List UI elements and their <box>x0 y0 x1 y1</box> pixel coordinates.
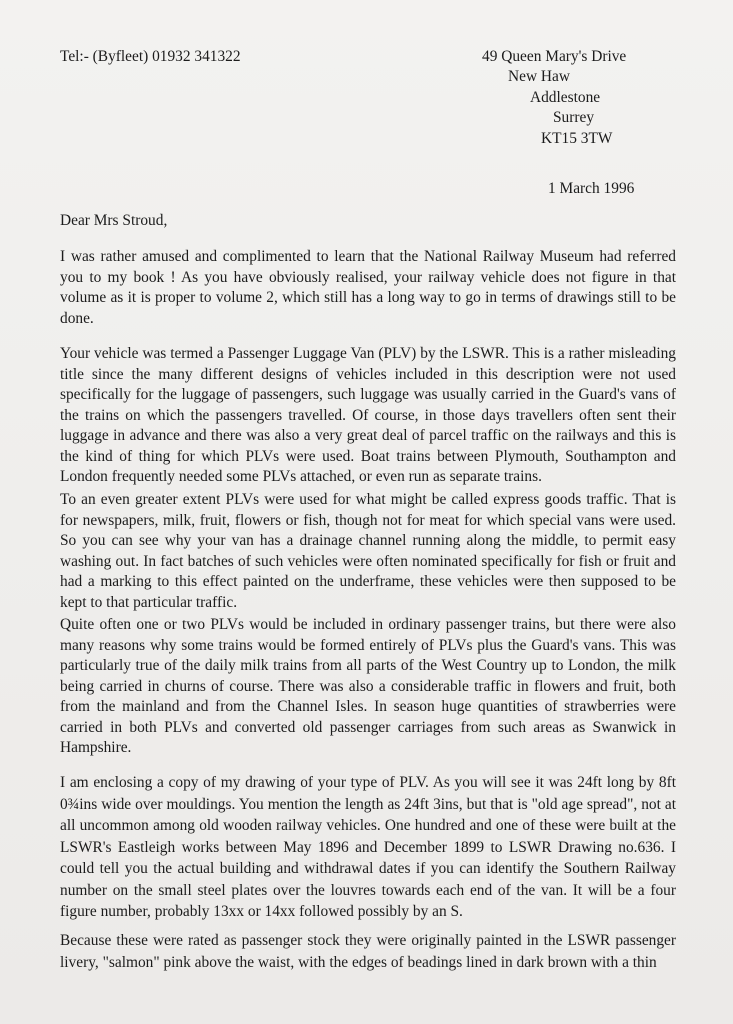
phone-number: Tel:- (Byfleet) 01932 341322 <box>60 48 241 65</box>
address-line-street: 49 Queen Mary's Drive <box>482 48 627 65</box>
address-line-postcode: KT15 3TW <box>541 130 613 147</box>
body-paragraph-3: To an even greater extent PLVs were used for what might be called express goods traffic. That is for newspapers, milk, fruit, flowers or fish, though not for meat for which special vans were used. So you can see why your van has a drainage channel running along the middle, to permit easy washing out. In fact batches of such vehicles were often nominated specifically for fish or fruit and had a marking to this effect painted on the underframe, these vehicles were then supposed to be kept to that particular traffic. <box>60 491 676 611</box>
body-paragraph-1: I was rather amused and complimented to learn that the National Railway Museum had referred you to my book ! As you have obviously realised, your railway vehicle does not figure in that volume as it is proper to volume 2, which still has a long way to go in terms of drawings still to be done. <box>60 248 676 327</box>
body-paragraph-6: Because these were rated as passenger stock they were originally painted in the LSWR passenger livery, "salmon" pink above the waist, with the edges of beadings lined in dark brown with a thin <box>60 932 676 971</box>
address-line-county: Surrey <box>553 109 595 126</box>
body-paragraph-4: Quite often one or two PLVs would be included in ordinary passenger trains, but there were also many reasons why some trains would be formed entirely of PLVs plus the Guard's vans. This was particularly true of the daily milk trains from all parts of the West Country up to London, the milk being carried in churns of course. There was also a considerable traffic in flowers and fruit, both from the mainland and from the Channel Isles. In season huge quantities of strawberries were carried in both PLVs and converted old passenger carriages from such areas as Swanwick in Hampshire. <box>60 616 676 756</box>
address-line-locality: New Haw <box>508 68 570 85</box>
body-paragraph-2: Your vehicle was termed a Passenger Luggage Van (PLV) by the LSWR. This is a rather misleading title since the many different designs of vehicles included in this description were not used specifically for the luggage of passengers, such luggage was usually carried in the Guard's vans of the trains on which the passengers travelled. Of course, in those days travellers often sent their luggage in advance and there was also a very great deal of parcel traffic on the railways and this is the kind of thing for which PLVs were used. Boat trains between Plymouth, Southampton and London frequently needed some PLVs attached, or even run as separate trains. <box>60 345 676 485</box>
letter-date: 1 March 1996 <box>548 180 635 197</box>
address-line-town: Addlestone <box>530 89 601 106</box>
body-paragraph-5: I am enclosing a copy of my drawing of your type of PLV. As you will see it was 24ft long by 8ft 0¾ins wide over mouldings. You mention the length as 24ft 3ins, but that is "old age spread", not at all uncommon among old wooden railway vehicles. One hundred and one of these were built at the LSWR's Eastleigh works between May 1896 and December 1899 to LSWR Drawing no.636. I could tell you the actual building and withdrawal dates if you can identify the Southern Railway number on the small steel plates over the louvres towards each end of the van. It will be a four figure number, probably 13xx or 14xx followed possibly by an S. <box>60 774 676 920</box>
salutation: Dear Mrs Stroud, <box>60 212 168 229</box>
